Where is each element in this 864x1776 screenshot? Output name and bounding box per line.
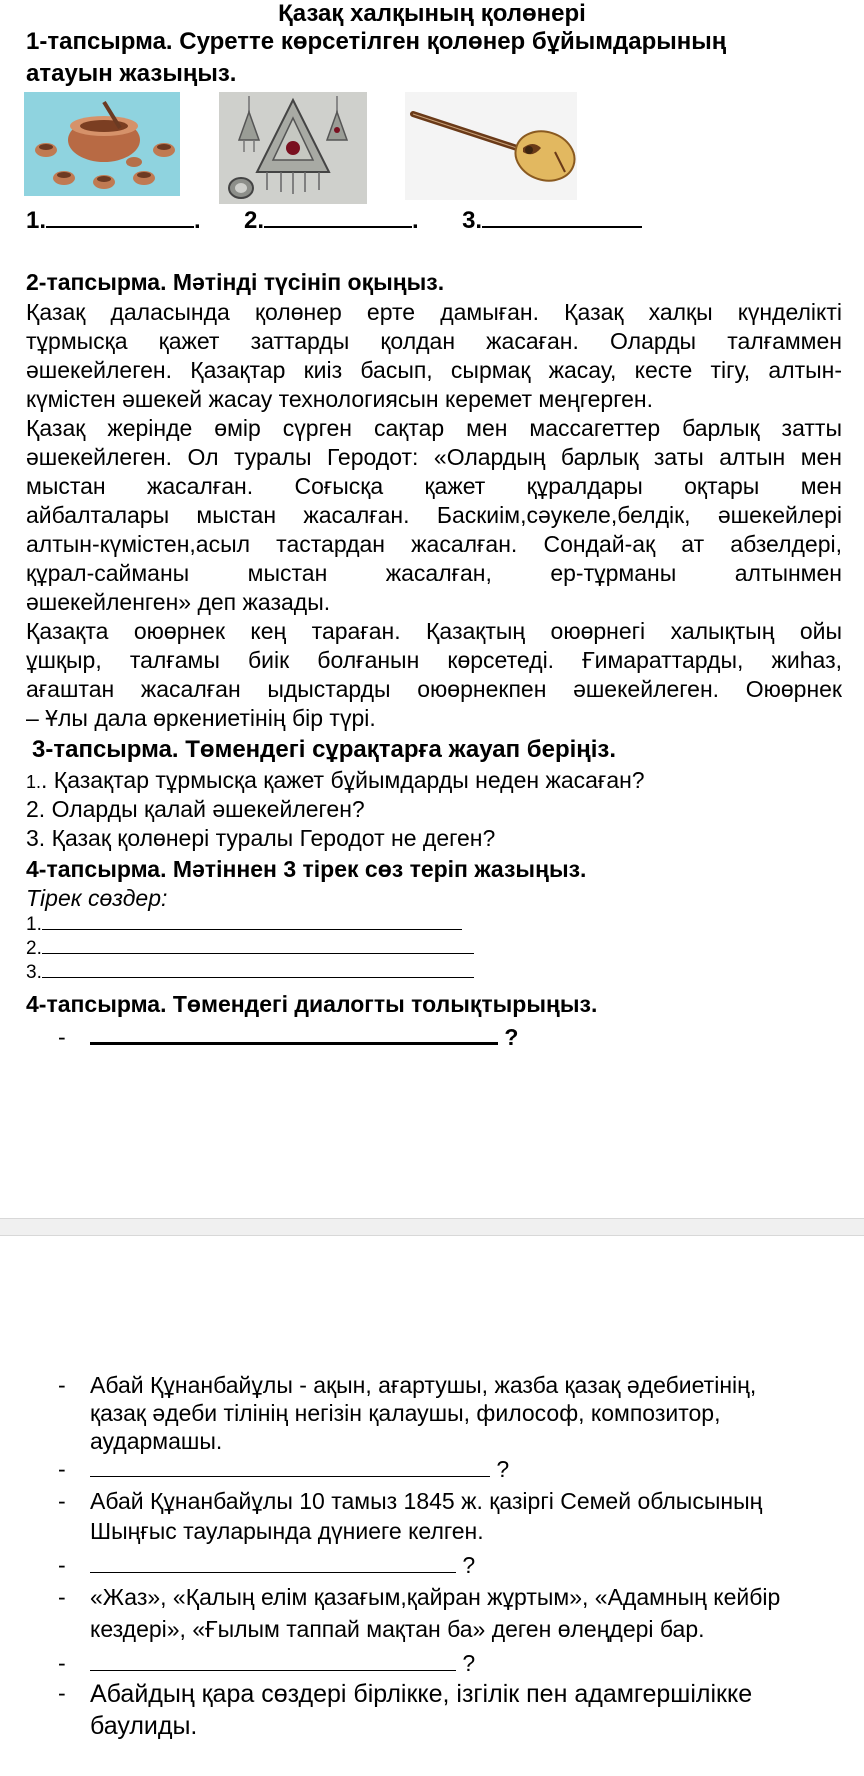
task2-line-7: мыстан жасалған. Соғысқа қажет құралдары оқтары мен — [26, 473, 842, 499]
task4-blank-1[interactable] — [42, 915, 462, 930]
task2-line-11: әшекейленген» деп жазады. — [26, 589, 331, 615]
dialogue-dash-4: - — [58, 1488, 66, 1514]
dialogue-dash-8: - — [58, 1680, 66, 1706]
task1-sep-2: . — [412, 207, 419, 234]
dialogue-answer-3-line-1: «Жаз», «Қалың елім қазағым,қайран жұртым», «Адамның кейбір — [90, 1584, 781, 1610]
page-break-divider — [0, 1218, 864, 1236]
task1-label-2: 2. — [244, 207, 265, 234]
dialogue-qmark-1: ? — [504, 1024, 519, 1050]
task4-subtitle: Тірек сөздер: — [26, 885, 168, 911]
task2-line-15: – Ұлы дала өркениетінің бір түрі. — [26, 705, 376, 731]
clay-bowls-image — [24, 92, 180, 196]
task2-line-5: Қазақ жерінде өмір сүрген сақтар мен массагеттер барлық затты — [26, 415, 842, 441]
dialogue-dash-2: - — [58, 1372, 66, 1398]
task4-item-2-label: 2. — [26, 938, 42, 959]
task2-line-6: әшекейлеген. Ол туралы Геродот: «Олардың барлық заты алтын мен — [26, 444, 842, 470]
task1-label-3: 3. — [462, 207, 483, 234]
task4-heading: 4-тапсырма. Мәтіннен 3 тірек сөз теріп жазыңыз. — [26, 856, 587, 882]
task1-blank-2[interactable] — [264, 208, 412, 228]
task4-blank-3[interactable] — [42, 963, 474, 978]
task3-question-1 — [26, 766, 842, 797]
task1-label-1: 1. — [26, 207, 47, 234]
dialogue-dash-6: - — [58, 1584, 66, 1610]
task1-answer-row — [26, 206, 842, 236]
task4-blank-2[interactable] — [42, 939, 474, 954]
dialogue-qmark-4: ? — [462, 1650, 476, 1676]
dialogue-answer-4-line-2: баулиды. — [90, 1712, 198, 1740]
dialogue-dash-5: - — [58, 1552, 66, 1578]
dialogue-question-4 — [90, 1648, 830, 1678]
task2-heading: 2-тапсырма. Мәтінді түсініп оқыңыз. — [26, 269, 445, 295]
task2-line-2: тұрмысқа қажет заттарды қолдан жасаған. Оларды талғаммен — [26, 328, 842, 354]
dialogue-dash-3: - — [58, 1456, 66, 1482]
dialogue-qmark-3: ? — [462, 1552, 476, 1578]
dialogue-answer-4-line-1: Абайдың қара сөздері бірлікке, ізгілік пен адамгершілікке — [90, 1680, 753, 1708]
silver-jewelry-image — [219, 92, 367, 204]
task2-line-9: алтын-күмістен,асыл тастардан жасалған. Сондай-ақ ат абзелдері, — [26, 531, 842, 557]
dialogue-answer-1-line-3: аудармашы. — [90, 1428, 223, 1454]
task1-blank-3[interactable] — [482, 208, 642, 228]
task4-item-3-label: 3. — [26, 962, 42, 983]
task1-blank-1[interactable] — [46, 208, 194, 228]
task2-line-12: Қазақта оюөрнек кең тараған. Қазақтың оюөрнегі халықтың ойы — [26, 618, 842, 644]
task3-q1-number: 1. — [26, 772, 42, 792]
task4-item-3 — [26, 961, 842, 985]
task2-line-14: ағаштан жасалған ыдыстарды оюөрнекпен әшекейлеген. Оюөрнек — [26, 676, 842, 702]
dialogue-answer-1-line-1: Абай Құнанбайұлы - ақын, ағартушы, жазба қазақ әдебиетінің, — [90, 1372, 757, 1398]
dialogue-answer-3-line-2: кездері», «Ғылым таппай мақтан ба» деген өлеңдері бар. — [90, 1616, 705, 1642]
task2-line-3: әшекейлеген. Қазақтар киіз басып, сырмақ жасау, кесте тігу, алтын- — [26, 357, 842, 383]
dialogue-dash-7: - — [58, 1650, 66, 1676]
task2-line-10: құрал-сайманы мыстан жасалған, ер-тұрманы алтынмен — [26, 560, 842, 586]
task4-item-1 — [26, 913, 842, 937]
dialogue-answer-2-line-2: Шыңғыс тауларында дүниеге келген. — [90, 1518, 484, 1544]
task3-heading: 3-тапсырма. Төмендегі сұрақтарға жауап беріңіз. — [32, 736, 617, 763]
dialogue-dash-1: - — [58, 1024, 66, 1050]
task3-question-3: 3. Қазақ қолөнері туралы Геродот не деген? — [26, 825, 496, 851]
dialogue-question-2 — [90, 1454, 830, 1484]
task1-sep-1: . — [194, 207, 201, 234]
dialogue-blank-3[interactable] — [90, 1554, 456, 1573]
dialogue-blank-4[interactable] — [90, 1652, 456, 1671]
dialogue-blank-2[interactable] — [90, 1458, 490, 1477]
dialogue-blank-1[interactable] — [90, 1024, 498, 1045]
task3-question-2: 2. Оларды қалай әшекейлеген? — [26, 796, 365, 822]
task4-item-2 — [26, 937, 842, 961]
dialogue-question-1 — [90, 1022, 830, 1052]
dialogue-question-3 — [90, 1550, 830, 1580]
dombra-image — [405, 92, 577, 200]
task2-line-13: ұшқыр, талғамы биік болғанын көрсетеді. Ғимараттарды, жиһаз, — [26, 647, 842, 673]
task5-heading: 4-тапсырма. Төмендегі диалогты толықтырыңыз. — [26, 991, 598, 1017]
task2-line-8: айбалталары мыстан жасалған. Баскиім,сәукеле,белдік, әшекейлері — [26, 502, 842, 528]
dialogue-answer-1-line-2: қазақ әдеби тілінің негізін қалаушы, философ, композитор, — [90, 1400, 721, 1426]
dialogue-answer-2-line-1: Абай Құнанбайұлы 10 тамыз 1845 ж. қазіргі Семей облысының — [90, 1488, 763, 1514]
task1-heading-line2: атауын жазыңыз. — [26, 60, 237, 87]
task3-q1-text: . Қазақтар тұрмысқа қажет бұйымдарды неден жасаған? — [41, 767, 645, 793]
task2-line-1: Қазақ даласында қолөнер ерте дамыған. Қазақ халқы күнделікті — [26, 299, 842, 325]
task1-heading-line1: 1-тапсырма. Суретте көрсетілген қолөнер бұйымдарының — [26, 28, 727, 55]
task2-line-4: күмістен әшекей жасау технологиясын керемет меңгерген. — [26, 386, 653, 412]
page-title: Қазақ халқының қолөнері — [278, 0, 586, 27]
dialogue-qmark-2: ? — [496, 1456, 510, 1482]
task4-item-1-label: 1. — [26, 914, 42, 935]
